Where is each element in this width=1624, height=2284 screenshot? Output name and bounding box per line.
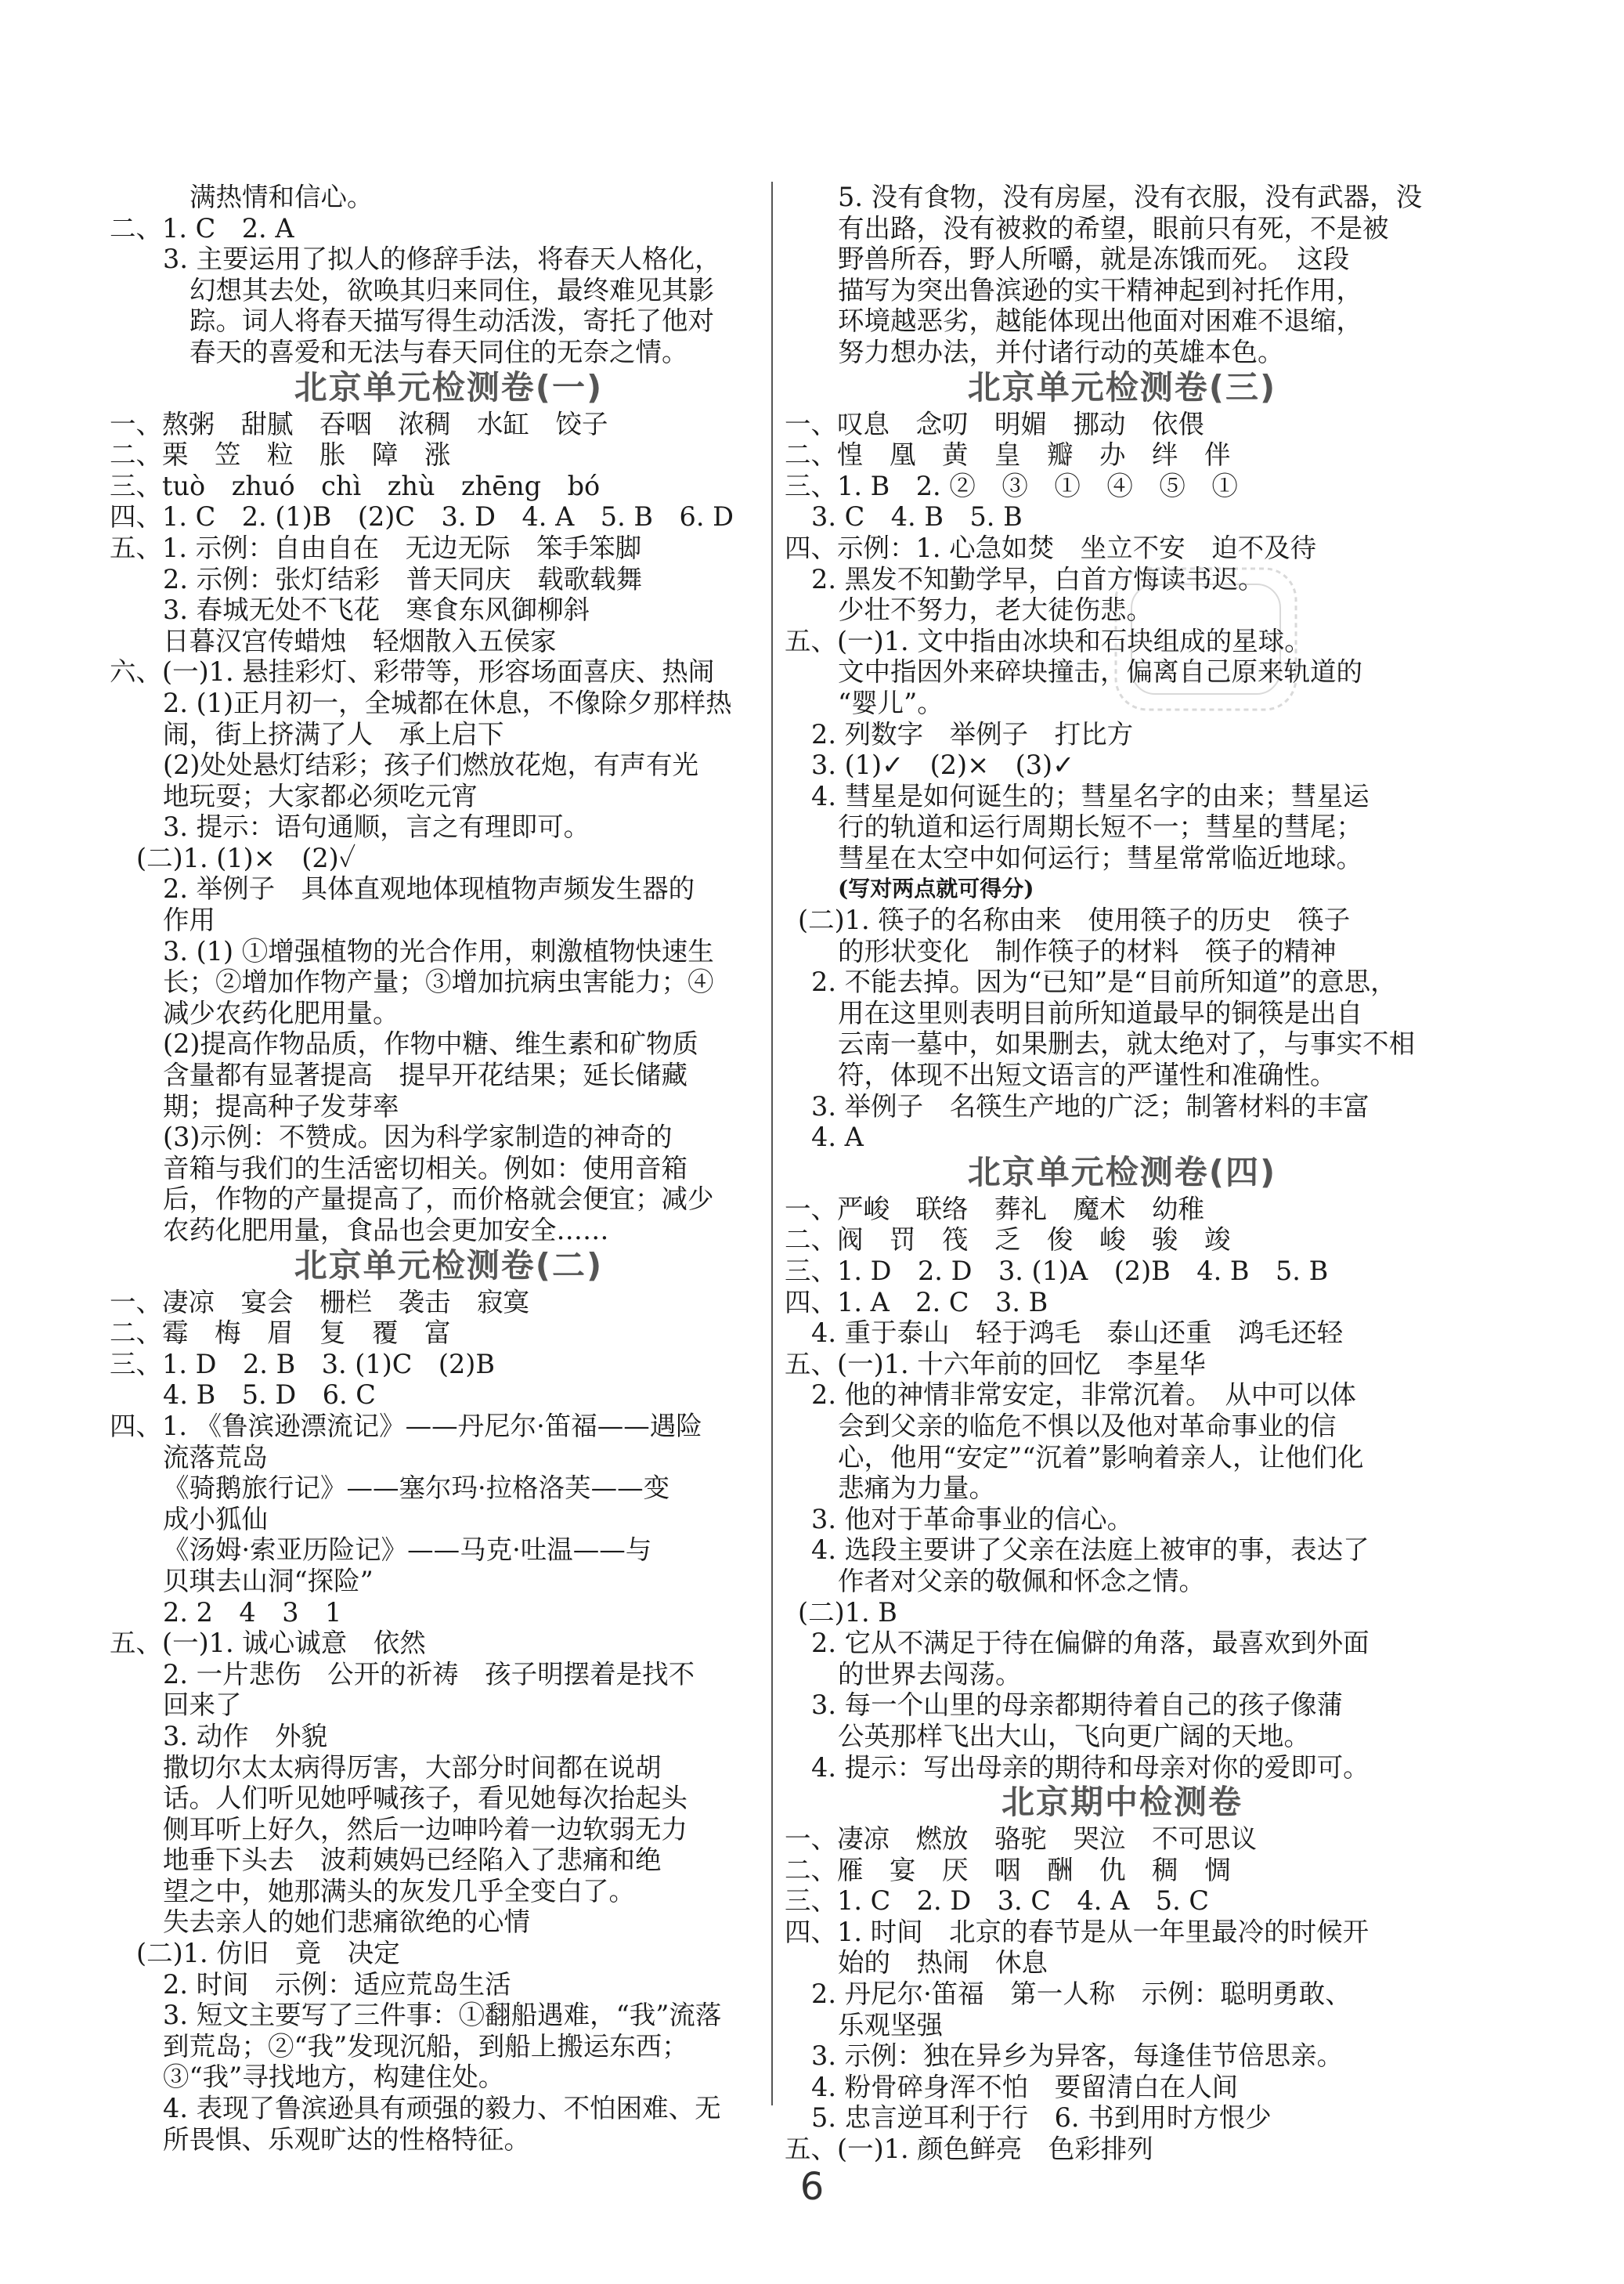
answer-line: 四、1. 《鲁滨逊漂流记》——丹尼尔·笛福——遇险 [110, 1410, 702, 1441]
section-heading: 北京单元检测卷(一) [294, 367, 604, 407]
answer-line: 符，体现不出短文语言的严谨性和准确性。 [838, 1060, 1337, 1091]
answer-line: 少壮不努力，老大徒伤悲。 [838, 594, 1153, 626]
answer-line: 踪。词人将春天描写得生动活泼，寄托了他对 [189, 305, 714, 337]
answer-line: 五、(一)1. 颜色鲜亮 色彩排列 [785, 2134, 1153, 2165]
answer-line: 乐观坚强 [838, 2009, 943, 2040]
answer-line: (二)1. 筷子的名称由来 使用筷子的历史 筷子 [798, 905, 1351, 936]
answer-line: 六、(一)1. 悬挂彩灯、彩带等，形容场面喜庆、热闹 [110, 656, 715, 688]
answer-line: 2. 他的神情非常安定，非常沉着。 从中可以体 [811, 1379, 1356, 1411]
answer-line: 3. 主要运用了拟人的修辞手法，将春天人格化， [163, 244, 721, 275]
answer-line: 幻想其去处，欲唤其归来同住，最终难见其影 [189, 274, 714, 305]
right-column [785, 182, 1428, 2165]
answer-line: 撒切尔太太病得厉害，大部分时间都在说胡 [163, 1751, 662, 1783]
answer-line: 二、惶 凰 黄 皇 瓣 办 绊 伴 [785, 439, 1231, 471]
answer-line: 4. 表现了鲁滨逊具有顽强的毅力、不怕困难、无 [163, 2093, 721, 2124]
answer-line: 4. 选段主要讲了父亲在法庭上被审的事，表达了 [811, 1534, 1370, 1566]
answer-line: (二)1. (1)× (2)✓ [136, 842, 356, 873]
column-divider [771, 182, 773, 2105]
left-column [110, 182, 756, 2155]
section-heading: 北京单元检测卷(四) [967, 1152, 1277, 1191]
answer-line: 闹，街上挤满了人 承上启下 [163, 718, 504, 750]
answer-line: 一、严峻 联络 葬礼 魔术 幼稚 [785, 1193, 1204, 1224]
answer-line: 五、(一)1. 诚心诚意 依然 [110, 1628, 426, 1659]
answer-line: 侧耳听上好久，然后一边呻吟着一边软弱无力 [163, 1813, 687, 1845]
answer-line: 2. 列数字 举例子 打比方 [811, 718, 1134, 750]
answer-line: 3. 他对于革命事业的信心。 [811, 1503, 1134, 1534]
answer-line: 的世界去闯荡。 [838, 1658, 1022, 1690]
answer-line: 3. 示例：独在异乡为异客，每逢佳节倍思亲。 [811, 2040, 1344, 2072]
answer-line: 四、1. C 2. (1)B (2)C 3. D 4. A 5. B 6. D [110, 501, 734, 533]
answer-line: 用在这里则表明目前所知道最早的铜筷是出自 [838, 997, 1362, 1028]
answer-line: 《骑鹅旅行记》——塞尔玛·拉格洛芙——变 [163, 1473, 670, 1504]
answer-line: 3. C 4. B 5. B [811, 501, 1023, 533]
answer-line: 五、(一)1. 十六年前的回忆 李星华 [785, 1348, 1206, 1379]
answer-line: 农药化肥用量，食品也会更加安全…… [163, 1215, 609, 1245]
answer-line: 地垂下头去 波莉姨妈已经陷入了悲痛和绝 [163, 1845, 662, 1876]
answer-line: 4. 彗星是如何诞生的；彗星名字的由来；彗星运 [811, 780, 1370, 811]
answer-line: 春天的喜爱和无法与春天同住的无奈之情。 [189, 336, 688, 367]
answer-line: 2. 丹尼尔·笛福 第一人称 示例：聪明勇敢、 [811, 1979, 1352, 2010]
answer-line: 五、1. 示例：自由自在 无边无际 笨手笨脚 [110, 532, 642, 563]
answer-line: 2. 示例：张灯结彩 普天同庆 载歌载舞 [163, 563, 643, 594]
answer-line: 二、栗 笠 粒 胀 障 涨 [110, 439, 451, 471]
section-heading: 北京单元检测卷(三) [967, 367, 1277, 407]
answer-line: 2. 不能去掉。因为“已知”是“目前所知道”的意思， [811, 967, 1397, 998]
answer-line: 回来了 [163, 1690, 242, 1721]
answer-line: 贝琪去山洞“探险” [163, 1565, 374, 1596]
answer-line: 彗星在太空中如何运行；彗星常常临近地球。 [838, 842, 1362, 873]
answer-line: 含量都有显著提高 提早开花结果；延长储藏 [163, 1060, 687, 1091]
answer-line: 2. (1)正月初一，全城都在休息，不像除夕那样热 [163, 687, 732, 718]
answer-line: 成小狐仙 [163, 1503, 268, 1534]
answer-line: 五、(一)1. 文中指由冰块和石块组成的星球。 [785, 625, 1311, 656]
answer-line: 3. (1) ①增强植物的光合作用，刺激植物快速生 [163, 935, 714, 967]
answer-line: 行的轨道和运行周期长短不一；彗星的彗尾； [838, 811, 1362, 843]
answer-line: 公英那样飞出大山，飞向更广阔的天地。 [838, 1720, 1310, 1751]
answer-line: 2. 举例子 具体直观地体现植物声频发生器的 [163, 873, 695, 905]
answer-line: 满热情和信心。 [189, 182, 374, 212]
answer-line: ③“我”寻找地方，构建住处。 [163, 2062, 505, 2093]
answer-line: 三、1. D 2. D 3. (1)A (2)B 4. B 5. B [785, 1256, 1329, 1286]
answer-line: 4. B 5. D 6. C [163, 1379, 376, 1411]
answer-line: 4. 重于泰山 轻于鸿毛 泰山还重 鸿毛还轻 [811, 1317, 1344, 1349]
answer-line: 云南一墓中，如果删去，就太绝对了，与事实不相 [838, 1028, 1415, 1060]
answer-line: 2. 时间 示例：适应荒岛生活 [163, 1968, 511, 2000]
answer-line: 有出路，没有被救的希望，眼前只有死，不是被 [838, 212, 1389, 244]
answer-line: 会到父亲的临危不惧以及他对革命事业的信 [838, 1410, 1337, 1441]
answer-line: “婴儿”。 [838, 687, 944, 718]
answer-line: 描写为突出鲁滨逊的实干精神起到衬托作用， [838, 274, 1362, 305]
answer-line: 二、1. C 2. A [110, 212, 294, 244]
answer-line: 3. 每一个山里的母亲都期待着自己的孩子像蒲 [811, 1690, 1344, 1721]
answer-line: 一、凄凉 燃放 骆驼 哭泣 不可思议 [785, 1823, 1257, 1855]
answer-line: 环境越恶劣，越能体现出他面对困难不退缩， [838, 305, 1362, 337]
answer-line: 话。人们听见她呼喊孩子，看见她每次抬起头 [163, 1783, 687, 1814]
answer-line: 3. (1)✓ (2)× (3)✓ [811, 750, 1075, 781]
answer-line: (二)1. B [798, 1596, 897, 1628]
answer-line: 3. 举例子 名筷生产地的广泛；制箸材料的丰富 [811, 1090, 1370, 1122]
answer-line: 二、雁 宴 厌 咽 酬 仇 稠 惆 [785, 1854, 1231, 1885]
answer-line: 5. 没有食物，没有房屋，没有衣服，没有武器，没 [838, 182, 1423, 212]
answer-line: 三、1. B 2. ② ③ ① ④ ⑤ ① [785, 470, 1238, 501]
section-heading: 北京期中检测卷 [1001, 1783, 1243, 1822]
answer-line: 流落荒岛 [163, 1441, 268, 1473]
answer-line: 所畏惧、乐观旷达的性格特征。 [163, 2123, 530, 2155]
answer-line: 一、熬粥 甜腻 吞咽 浓稠 水缸 饺子 [110, 408, 608, 439]
answer-line: 三、1. D 2. B 3. (1)C (2)B [110, 1348, 495, 1379]
answer-line: 文中指因外来碎块撞击，偏离自己原来轨道的 [838, 656, 1362, 688]
answer-line: 二、霉 梅 眉 复 覆 富 [110, 1317, 451, 1349]
answer-line: 后，作物的产量提高了，而价格就会便宜；减少 [163, 1184, 714, 1215]
answer-line: 作者对父亲的敬佩和怀念之情。 [838, 1565, 1205, 1596]
answer-line: (2)处处悬灯结彩；孩子们燃放花炮，有声有光 [163, 750, 698, 781]
answer-line: 音箱与我们的生活密切相关。例如：使用音箱 [163, 1152, 687, 1184]
answer-line: 3. 短文主要写了三件事：①翻船遇难，“我”流落 [163, 2000, 722, 2031]
answer-line: 2. 2 4 3 1 [163, 1596, 342, 1628]
answer-line: 野兽所吞，野人所嚼，就是冻饿而死。 这段 [838, 244, 1350, 275]
answer-line: (2)提高作物品质，作物中糖、维生素和矿物质 [163, 1028, 698, 1060]
answer-line: 2. 它从不满足于待在偏僻的角落，最喜欢到外面 [811, 1628, 1370, 1659]
answer-line: 四、1. A 2. C 3. B [785, 1286, 1048, 1317]
answer-line: 心，他用“安定”“沉着”影响着亲人，让他们化 [838, 1441, 1364, 1473]
answer-line: 4. 提示：写出母亲的期待和母亲对你的爱即可。 [811, 1751, 1370, 1783]
answer-line: 四、示例：1. 心急如焚 坐立不安 迫不及待 [785, 532, 1317, 563]
answer-line: (二)1. 仿旧 竟 决定 [136, 1938, 400, 1969]
answer-line: 失去亲人的她们悲痛欲绝的心情 [163, 1906, 530, 1938]
answer-line: 3. 春城无处不飞花 寒食东风御柳斜 [163, 594, 590, 626]
answer-line: 2. 黑发不知勤学早，白首方悔读书迟。 [811, 563, 1265, 594]
answer-line: 望之中，她那满头的灰发几乎全变白了。 [163, 1875, 635, 1906]
answer-line: 到荒岛；②“我”发现沉船，到船上搬运东西； [163, 2030, 688, 2062]
answer-line: 4. A [811, 1122, 864, 1153]
answer-line: 2. 一片悲伤 公开的祈祷 孩子明摆着是找不 [163, 1658, 695, 1690]
answer-line: 3. 动作 外貌 [163, 1720, 328, 1751]
answer-line: 4. 粉骨碎身浑不怕 要留清白在人间 [811, 2071, 1239, 2102]
answer-line: 期；提高种子发芽率 [163, 1090, 399, 1122]
answer-line: 始的 热闹 休息 [838, 1947, 1048, 1979]
answer-line: 3. 提示：语句通顺，言之有理即可。 [163, 811, 590, 843]
watermark-stamp [1108, 561, 1304, 717]
answer-line: 一、凄凉 宴会 栅栏 袭击 寂寞 [110, 1286, 529, 1317]
answer-line: 作用 [163, 905, 215, 936]
answer-line: 三、tuò zhuó chì zhù zhēng bó [110, 470, 601, 501]
answer-line: 的形状变化 制作筷子的材料 筷子的精神 [838, 935, 1337, 967]
section-heading: 北京单元检测卷(二) [294, 1245, 604, 1285]
answer-line: 二、阀 罚 筏 乏 俊 峻 骏 竣 [785, 1224, 1231, 1256]
answer-line: 《汤姆·索亚历险记》——马克·吐温——与 [163, 1534, 652, 1566]
answer-line: 5. 忠言逆耳利于行 6. 书到用时方恨少 [811, 2102, 1272, 2134]
answer-line: 努力想办法，并付诸行动的英雄本色。 [838, 336, 1284, 367]
answer-line: 减少农药化肥用量。 [163, 997, 399, 1028]
answer-line: 一、叹息 念叨 明媚 挪动 依偎 [785, 408, 1204, 439]
answer-line: 长；②增加作物产量；③增加抗病虫害能力；④ [163, 967, 714, 998]
answer-line: 三、1. C 2. D 3. C 4. A 5. C [785, 1885, 1210, 1917]
answer-line: 悲痛为力量。 [838, 1473, 995, 1504]
page-number: 6 [799, 2165, 825, 2209]
answer-note: (写对两点就可得分) [838, 876, 1034, 902]
answer-line: 地玩耍；大家都必须吃元宵 [163, 780, 478, 811]
answer-line: 日暮汉宫传蜡烛 轻烟散入五侯家 [163, 625, 557, 656]
answer-line: 四、1. 时间 北京的春节是从一年里最冷的时候开 [785, 1916, 1370, 1947]
answer-line: (3)示例：不赞成。因为科学家制造的神奇的 [163, 1122, 673, 1153]
